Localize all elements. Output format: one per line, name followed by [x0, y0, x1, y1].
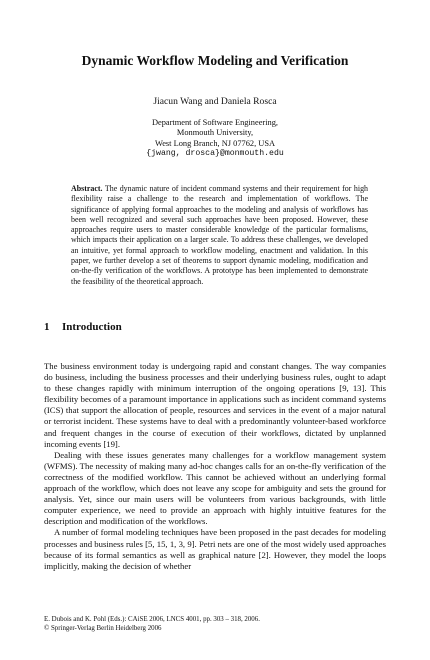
abstract-label: Abstract.	[71, 184, 103, 193]
abstract	[71, 184, 368, 287]
body-paragraph: Dealing with these issues generates many challenges for a workflow management system (WFMS). The necessity of making many ad-hoc changes calls for an on-the-fly verification of the correctness of the modified workflow. This cannot be achieved without an underlying formal approach of the workflow, which does not leave any scope for ambiguity and sets the ground for analysis. Yet, since our main users will be volunteers from various backgrounds, with little computer experience, we need to provide an approach with highly intuitive features for the description and modification of the workflows.	[44, 449, 386, 527]
body-paragraph: The business environment today is undergoing rapid and constant changes. The way companies do business, including the business processes and their underlying business rules, ought to adapt to these changes rapidly with minimum interruption of the ongoing operations [9, 13]. This flexibility becomes of a paramount importance in applications such as incident command systems (ICS) that support the allocation of people, resources and services in the event of a major natural or terrorist incident. These systems have to deal with a predominantly volunteer-based workforce and frequent changes in the course of execution of their workflows, dictated by unplanned incoming events [19].	[44, 361, 386, 449]
body-text	[44, 361, 386, 572]
affiliation-address: West Long Branch, NJ 07762, USA	[154, 138, 276, 148]
citation-line: E. Dubois and K. Pohl (Eds.): CAiSE 2006, LNCS 4001, pp. 303 – 318, 2006.	[44, 616, 260, 623]
paper-authors: Jiacun Wang and Daniela Rosca	[153, 96, 277, 107]
section-heading	[44, 321, 122, 333]
abstract-text: The dynamic nature of incident command systems and their requirement for high flexibility raise a challenge to the research and implementation of workflows. The significance of applying formal approaches to the modeling and analysis of workflows has been well recognized and several such approaches have been proposed. However, these approaches require users to master considerable knowledge of the particular formalisms, which impacts their application on a larger scale. To address these challenges, we developed an intuitive, yet formal approach to workflow modeling, enactment and validation. In this paper, we further develop a set of theorems to support dynamic modeling, modification and on-the-fly verification of the workflows. A prototype has been implemented to demonstrate the feasibility of the theoretical approach.	[71, 184, 369, 286]
author-email: {jwang, drosca}@monmouth.edu	[146, 149, 284, 159]
section-title: Introduction	[62, 321, 122, 333]
affiliation-university: Monmouth University,	[176, 128, 254, 138]
section-number: 1	[44, 321, 50, 333]
affiliation-department: Department of Software Engineering,	[151, 118, 279, 127]
page-footer	[44, 616, 386, 633]
body-paragraph: A number of formal modeling techniques have been proposed in the past decades for modeling processes and business rules [5, 15, 1, 3, 9]. Petri nets are one of the most widely used approaches because of its formal semantics as well as graphical nature [2]. However, they model the loops implicitly, making the decision of whether	[44, 527, 386, 571]
paper-title: Dynamic Workflow Modeling and Verification	[81, 53, 349, 68]
copyright-line: © Springer-Verlag Berlin Heidelberg 2006	[44, 624, 162, 632]
author-affiliation	[0, 118, 430, 160]
